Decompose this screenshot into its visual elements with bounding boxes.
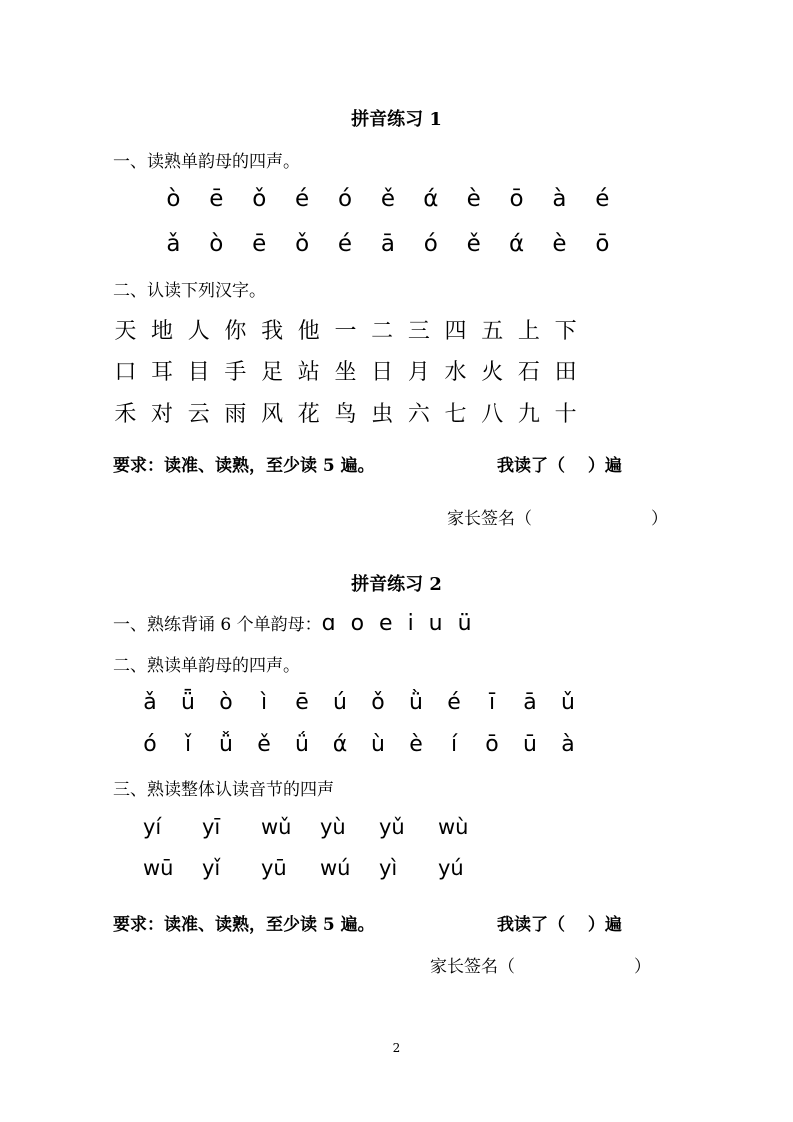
hanzi-character: 人 (187, 319, 210, 344)
hanzi-character: 花 (297, 402, 320, 427)
hanzi-character: 月 (407, 360, 430, 385)
section2-requirement: 要求：读准、读熟，至少读 5 遍。 (113, 915, 375, 935)
section1-hanzi-row-1 (107, 314, 584, 345)
tone-vowel: é (447, 690, 461, 715)
hanzi-character: 五 (481, 319, 504, 344)
hanzi-character: 坐 (334, 360, 357, 385)
tone-vowel: ò (166, 186, 181, 212)
tone-vowel: ó (337, 186, 353, 212)
tone-vowel: ō (509, 186, 524, 212)
hanzi-character: 他 (297, 319, 320, 344)
tone-vowel: ó (423, 231, 438, 257)
section2-tone-row-1 (131, 690, 587, 715)
tone-vowel: è (552, 231, 567, 257)
hanzi-character: 六 (407, 402, 430, 427)
hanzi-character: 地 (151, 319, 174, 344)
section2-syllable-row-2 (143, 856, 497, 880)
hanzi-character: 你 (224, 319, 247, 344)
hanzi-character: 对 (151, 402, 174, 427)
whole-syllable: yī (202, 815, 221, 839)
section2-heading-3: 三、熟读整体认读音节的四声 (113, 780, 334, 800)
tone-vowel: ǖ (181, 690, 195, 715)
tone-vowel: ǎ (143, 690, 157, 715)
tone-vowel: ó (143, 732, 157, 757)
tone-vowel: ù (371, 732, 385, 757)
tone-vowel: ā (380, 231, 395, 257)
tone-vowel: ō (485, 732, 499, 757)
section1-heading-1: 一、读熟单韵母的四声。 (113, 152, 300, 172)
tone-vowel: ē (295, 690, 309, 715)
section1-heading-2: 二、认读下列汉字。 (113, 281, 266, 301)
section1-hanzi-row-3 (107, 397, 584, 428)
hanzi-character: 鸟 (334, 402, 357, 427)
tone-vowel: ē (252, 231, 267, 257)
section2-tone-row-2 (131, 732, 587, 757)
whole-syllable: yí (143, 815, 162, 839)
tone-vowel: à (561, 732, 575, 757)
hanzi-character: 四 (444, 319, 467, 344)
tone-vowel: ò (209, 231, 224, 257)
tone-vowel: ǚ (219, 732, 233, 757)
tone-vowel: ò (219, 690, 233, 715)
hanzi-character: 日 (371, 360, 394, 385)
tone-vowel: é (295, 186, 310, 212)
tone-vowel: é (337, 231, 353, 257)
hanzi-character: 我 (261, 319, 284, 344)
tone-vowel: ǐ (184, 732, 192, 757)
hanzi-character: 口 (114, 360, 137, 385)
whole-syllable: wǔ (261, 815, 292, 839)
tone-vowel: ǒ (295, 231, 310, 257)
tone-vowel: í (450, 732, 458, 757)
hanzi-character: 八 (481, 402, 504, 427)
tone-vowel: ǘ (295, 732, 309, 757)
hanzi-character: 耳 (151, 360, 174, 385)
section2-heading-1 (113, 610, 476, 636)
section2-read-count: 我读了（ ）遍 (497, 915, 622, 935)
tone-vowel: è (466, 186, 481, 212)
hanzi-character: 十 (554, 402, 577, 427)
tone-vowel: ì (260, 690, 268, 715)
section1-tone-row-2 (152, 231, 624, 257)
hanzi-character: 水 (444, 360, 467, 385)
section2-heading-1-text: 一、熟练背诵 6 个单韵母： (113, 615, 322, 635)
tone-vowel: ά (423, 186, 439, 212)
hanzi-character: 二 (371, 319, 394, 344)
whole-syllable: yù (320, 815, 346, 839)
hanzi-character: 足 (261, 360, 284, 385)
hanzi-character: 风 (261, 402, 284, 427)
section2-title: 拼音练习 2 (351, 574, 442, 595)
section2-syllable-row-1 (143, 815, 497, 839)
tone-vowel: ā (523, 690, 537, 715)
whole-syllable: yǐ (202, 856, 221, 880)
tone-vowel: ě (380, 186, 395, 212)
section1-hanzi-row-2 (107, 355, 584, 386)
whole-syllable: wù (438, 815, 469, 839)
section2-heading-2: 二、熟读单韵母的四声。 (113, 656, 300, 676)
tone-vowel: ē (209, 186, 224, 212)
hanzi-character: 云 (187, 402, 210, 427)
tone-vowel: ά (508, 231, 525, 257)
tone-vowel: ǔ (561, 690, 575, 715)
hanzi-character: 火 (481, 360, 504, 385)
tone-vowel: ě (466, 231, 481, 257)
tone-vowel: è (409, 732, 423, 757)
section1-read-count: 我读了（ ）遍 (497, 456, 622, 476)
section2-parent-signature: 家长签名（ ） (430, 957, 651, 977)
tone-vowel: à (552, 186, 567, 212)
tone-vowel: ū (523, 732, 537, 757)
hanzi-character: 九 (517, 402, 540, 427)
tone-vowel: ě (257, 732, 271, 757)
tone-vowel: ά (332, 732, 348, 757)
section2-single-finals: ɑ o e i u ü (321, 611, 476, 636)
hanzi-character: 下 (554, 319, 577, 344)
hanzi-character: 站 (297, 360, 320, 385)
hanzi-character: 七 (444, 402, 467, 427)
hanzi-character: 目 (187, 360, 210, 385)
tone-vowel: ī (488, 690, 496, 715)
tone-vowel: ǜ (409, 690, 423, 715)
whole-syllable: yū (261, 856, 287, 880)
tone-vowel: ō (595, 231, 610, 257)
hanzi-character: 禾 (114, 402, 137, 427)
hanzi-character: 石 (517, 360, 540, 385)
tone-vowel: ǒ (371, 690, 385, 715)
hanzi-character: 一 (334, 319, 357, 344)
section1-tone-row-1 (152, 186, 624, 212)
section1-parent-signature: 家长签名（ ） (447, 509, 668, 529)
whole-syllable: wú (320, 856, 351, 880)
hanzi-character: 雨 (224, 402, 247, 427)
hanzi-character: 田 (554, 360, 577, 385)
hanzi-character: 三 (407, 319, 430, 344)
whole-syllable: yú (438, 856, 464, 880)
hanzi-character: 虫 (371, 402, 394, 427)
tone-vowel: ú (333, 690, 347, 715)
tone-vowel: ǎ (166, 231, 181, 257)
section1-requirement: 要求：读准、读熟，至少读 5 遍。 (113, 456, 375, 476)
tone-vowel: é (595, 186, 610, 212)
whole-syllable: yǔ (379, 815, 405, 839)
hanzi-character: 天 (114, 319, 137, 344)
whole-syllable: wū (143, 856, 174, 880)
section1-title: 拼音练习 1 (351, 109, 442, 130)
hanzi-character: 上 (517, 319, 540, 344)
whole-syllable: yì (379, 856, 398, 880)
tone-vowel: ǒ (252, 186, 267, 212)
hanzi-character: 手 (224, 360, 247, 385)
page-number: 2 (392, 1041, 401, 1055)
